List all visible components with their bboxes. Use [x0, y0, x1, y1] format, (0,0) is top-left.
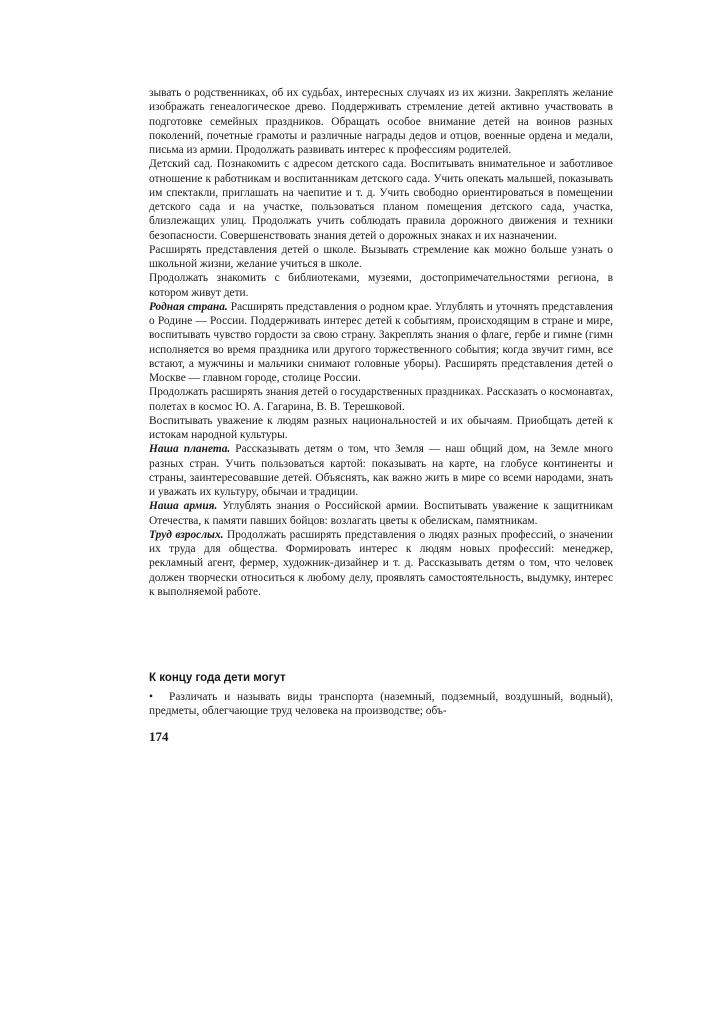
paragraph-text: Воспитывать уважение к людям разных национальностей и их обычаям. Приобщать детей к истокам народной культуры.	[149, 414, 613, 441]
paragraph	[149, 499, 613, 528]
paragraph	[149, 86, 613, 157]
paragraph	[149, 385, 613, 414]
section-heading: К концу года дети могут	[149, 672, 286, 684]
page-number: 174	[149, 729, 169, 744]
paragraph-text: зывать о родственниках, об их судьбах, интересных случаях из их жизни. Закреплять желание изображать генеалогическое древо. Поддерживать стремление детей активно участвовать в подготовке семейных праздников. Обращать особое внимание детей на воинов разных поколений, почетные грамоты и различные награды дедов и отцов, военные ордена и медали, письма из армии. Продолжать развивать интерес к профессиям родителей.	[149, 87, 613, 156]
paragraph-text: Продолжать знакомить с библиотеками, музеями, достопримечательностями региона, в котором живут дети.	[149, 272, 613, 299]
paragraph	[149, 157, 613, 243]
paragraph-text: Расширять представления детей о школе. Вызывать стремление как можно больше узнать о школьной жизни, желание учиться в школе.	[149, 243, 613, 270]
section-lead: Родная страна.	[149, 300, 228, 313]
paragraph-text: Углублять знания о Российской армии. Воспитывать уважение к защитникам Отечества, к памяти павших бойцов: возлагать цветы к обелискам, памятникам.	[149, 500, 614, 527]
paragraph	[149, 300, 613, 386]
paragraph-text: Продолжать расширять знания детей о государственных праздниках. Рассказать о космонавтах, полетах в космос Ю. А. Гагарина, В. В. Терешковой.	[149, 386, 614, 413]
bullet-icon: •	[149, 691, 153, 703]
paragraph	[149, 414, 613, 443]
paragraph	[149, 442, 613, 499]
paragraph-text: Расширять представления о родном крае. Углублять и уточнять представления о Родине — России. Поддерживать интерес детей к событиям, происходящим в стране и мире, воспитывать чувство гордости за свою страну. Закреплять знания о флаге, гербе и гимне (гимн исполняется во время праздника или другого торжественного события; когда звучит гимн, все встают, а мужчины и мальчики снимают головные уборы). Расширять представления детей о Москве — главном городе, столице России.	[149, 300, 613, 384]
bullet-text: Различать и называть виды транспорта (наземный, подземный, воздушный, водный), предметы, облегчающие труд человека на производстве; объ-	[149, 691, 613, 718]
paragraph	[149, 243, 613, 272]
bullet-item	[149, 690, 613, 719]
section-lead: Труд взрослых.	[149, 528, 224, 541]
paragraph	[149, 528, 613, 599]
paragraph-text: Продолжать расширять представления о людях разных профессий, о значении их труда для общества. Формировать интерес к людям новых профессий: менеджер, рекламный агент, фермер, художник-дизайнер и т. д. Рассказывать детям о том, что человек должен творчески относиться к любому делу, проявлять самостоятельность, выдумку, интерес к выполняемой работе.	[149, 528, 613, 598]
body-text	[149, 86, 613, 599]
paragraph-text: Детский сад. Познакомить с адресом детского сада. Воспитывать внимательное и заботливое отношение к работникам и воспитанникам детского сада. Учить опекать малышей, показывать им спектакли, приглашать на чаепитие и т. д. Учить свободно ориентироваться в помещении детского сада и на участке, пользоваться планом помещения детского сада, участка, близлежащих улиц. Продолжать учить соблюдать правила дорожного движения и техники безопасности. Совершенствовать знания детей о дорожных знаках и их назначении.	[149, 158, 613, 242]
paragraph	[149, 271, 613, 300]
paragraph-text: Рассказывать детям о том, что Земля — наш общий дом, на Земле много разных стран. Учить пользоваться картой: показывать на карте, на глобусе континенты и страны, заинтересовавшие детей. Объяснять, как важно жить в мире со всеми народами, знать и уважать их культуру, обычаи и традиции.	[149, 443, 613, 498]
section-lead: Наша армия.	[149, 500, 218, 513]
section-lead: Наша планета.	[149, 443, 231, 456]
